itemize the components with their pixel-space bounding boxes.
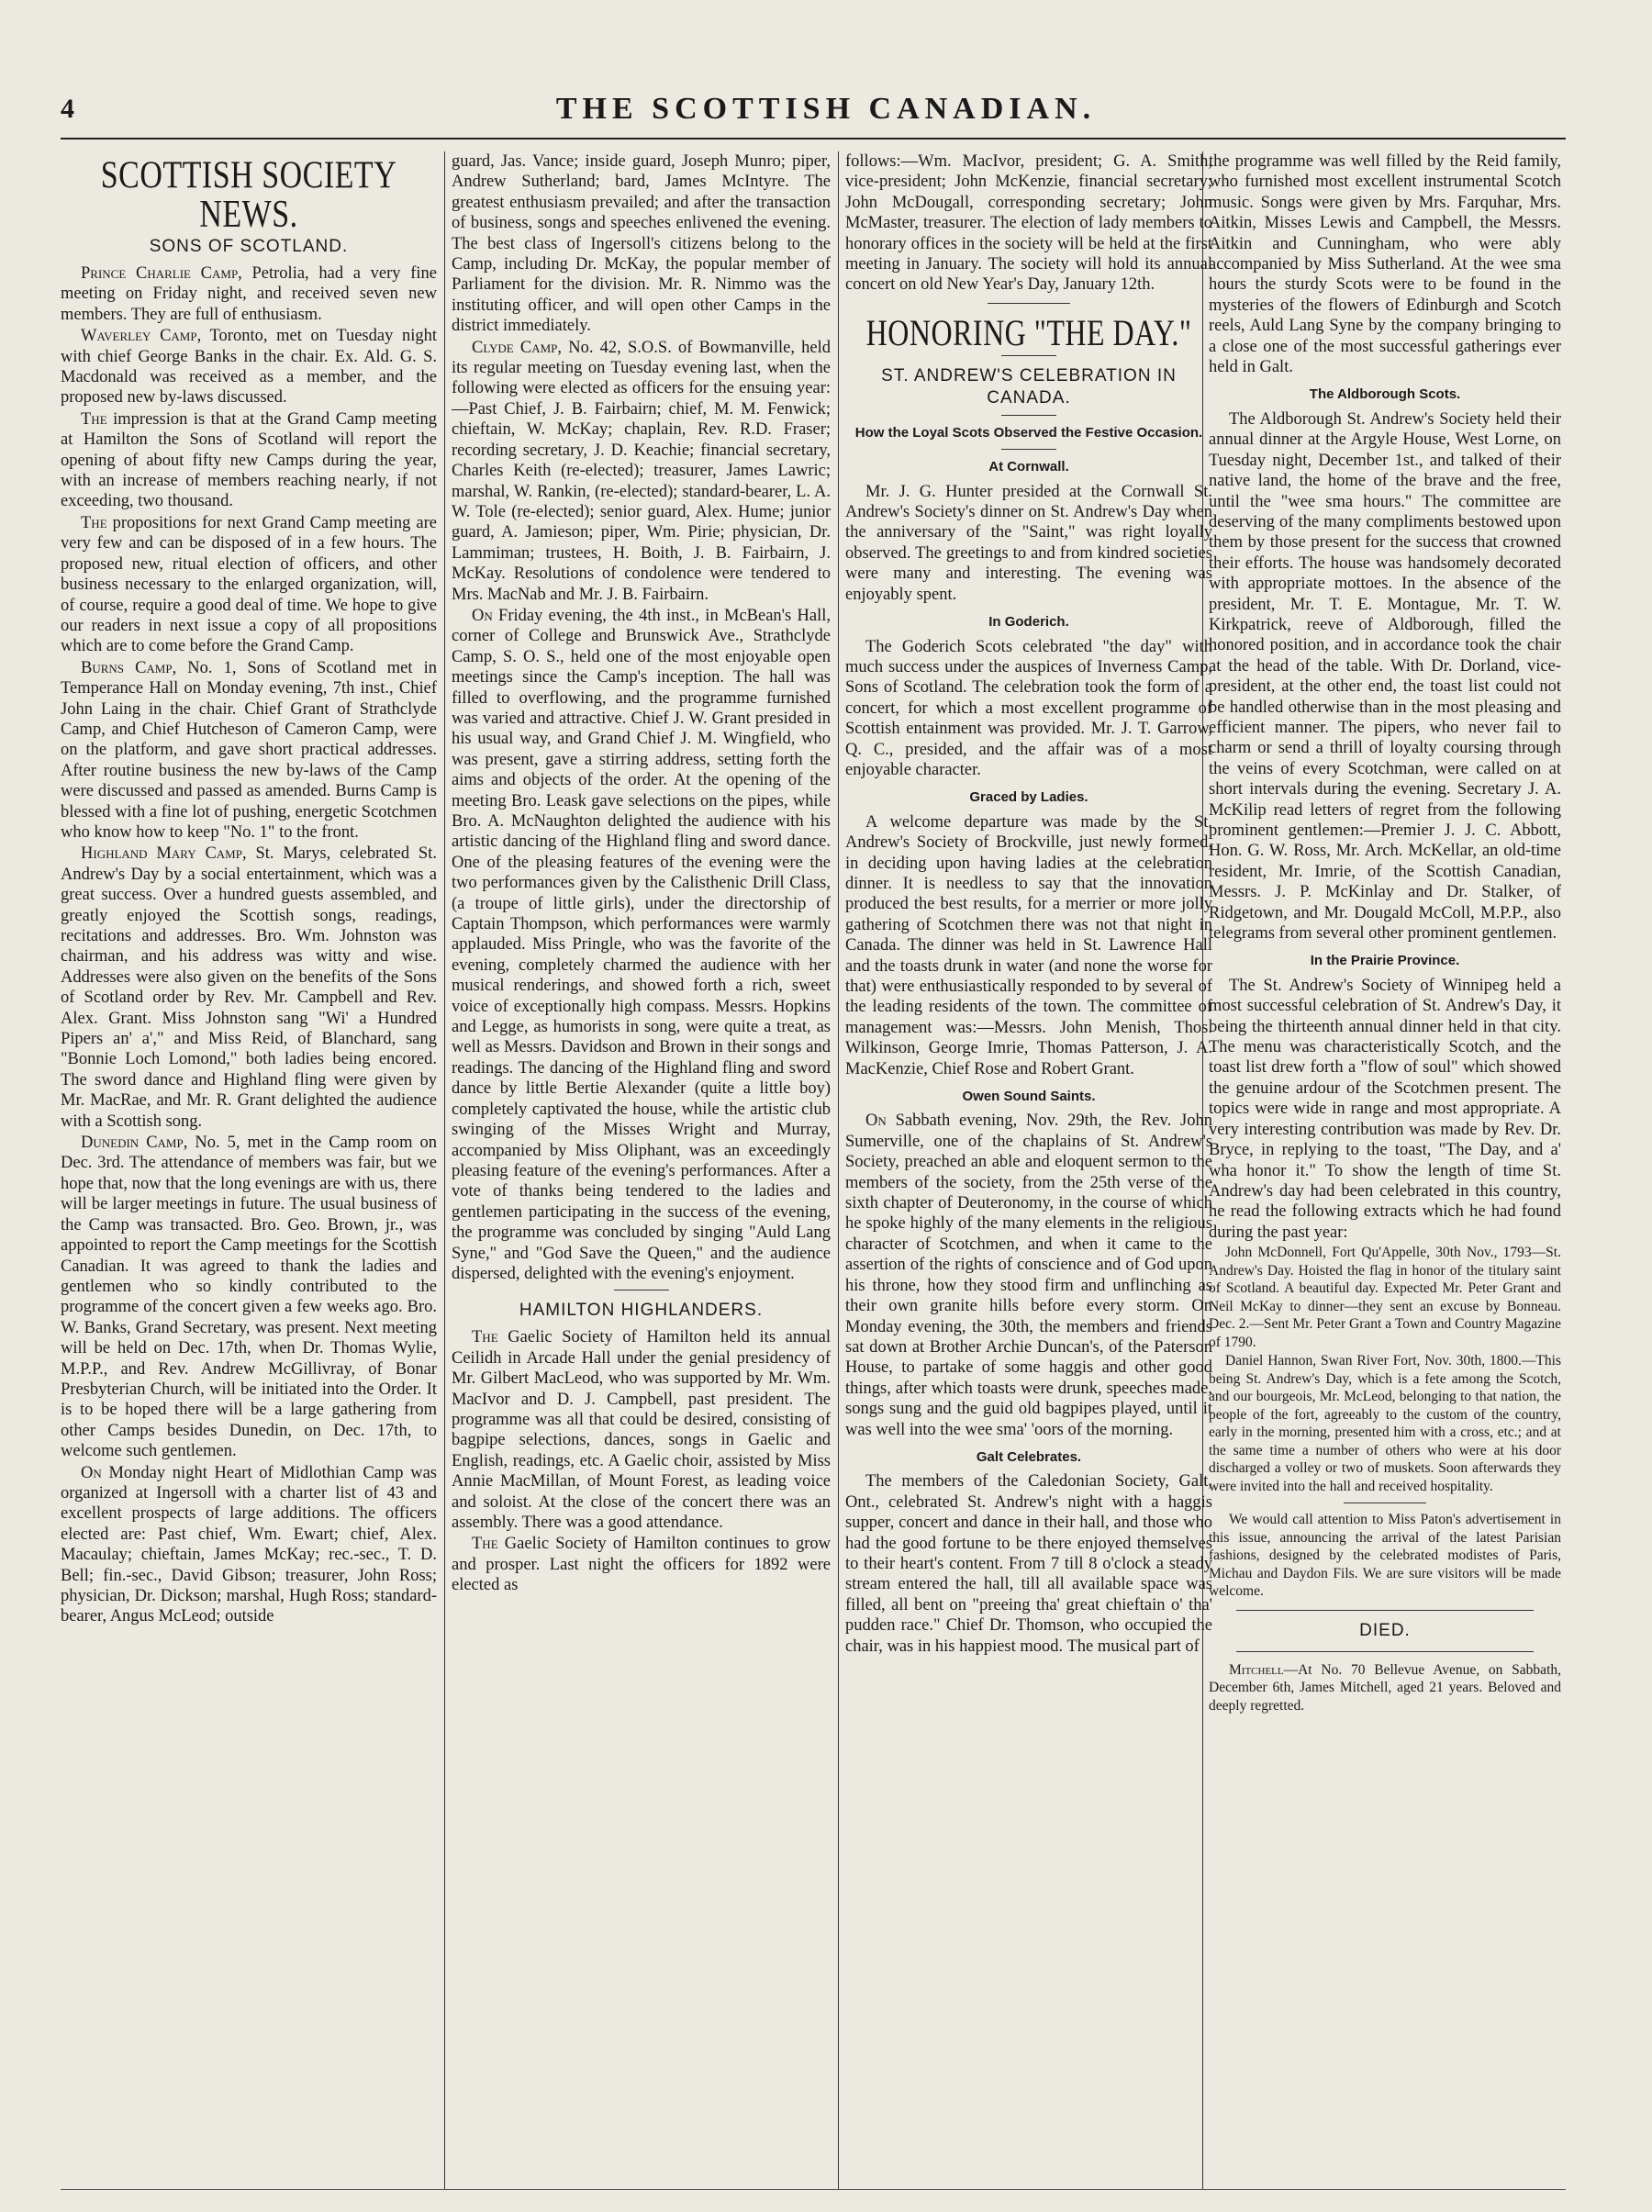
article-paragraph: Highland Mary Camp, St. Marys, celebrated St. Andrew's Day by a social entertainment, which was a great success. Over a hundred guests assembled, and greatly enjoyed the Scottish songs, readings, recitations and addresses. Bro. Wm. Johnston was chairman, and his address was witty and wise. Addresses were also given on the benefits of the Sons of Scotland order by Rev. Mr. Campbell and Rev. Alex. Grant. Miss Johnston sang "Wi' a Hundred Pipers an' a'," and Miss Reid, of Blanchard, sang "Bonnie Loch Lomond," both ladies being encored. The sword dance and Highland fling were given by Mr. MacRae, and Mr. R. Grant delighted the audience with a Scottish song. [61, 844, 437, 1131]
historical-extract: Daniel Hannon, Swan River Fort, Nov. 30th, 1800.—This being St. Andrew's Day, which is a fete among the Scotch, and our bourgeois, Mr. McLeod, belonging to that nation, the people of the fort, agreeably to the custom of the country, early in the morning, presented him with a cross, etc.; and at the same time a number of others who were at his door discharged a volley or two of muskets. Soon afterwards they were invited into the hall and received hospitality. [1209, 1353, 1561, 1494]
honoring-title: HONORING "THE DAY." [865, 311, 1192, 353]
cornwall-head: At Cornwall. [988, 459, 1069, 475]
article-paragraph: Waverley Camp, Toronto, met on Tuesday night with chief George Banks in the chair. Ex. Ald. G. S. Macdonald was received as a member, and the proposed new by-laws discussed. [61, 327, 437, 408]
article-paragraph: The Goderich Scots celebrated "the day" with much success under the auspices of Inverness Camp, Sons of Scotland. The celebration took the form of a concert, for which a most excellent programme of Scottish entainment was provided. Mr. J. T. Garrow, Q. C., presided, and the affair was of a most enjoyable character. [845, 637, 1212, 779]
article-paragraph: The propositions for next Grand Camp meeting are very few and can be disposed of in a few hours. The proposed new, ritual election of officers, and other business necessary to the enlarged organization, will, of course, require a good deal of time. We hope to give our readers in next issue a copy of all propositions which are to come before the Grand Camp. [61, 513, 437, 656]
article-paragraph: Mr. J. G. Hunter presided at the Cornwall St. Andrew's Society's dinner on St. Andrew's Day when the anniversary of the "Saint," was right loyally observed. The greetings to and from kindred societies were many and interesting. The evening was enjoyably spent. [845, 482, 1212, 604]
column-divider [444, 151, 445, 2189]
goderich-head: In Goderich. [988, 614, 1069, 631]
header-rule [61, 138, 1566, 140]
article-paragraph: the programme was well filled by the Reid family, who furnished most excellent instrumental Scotch music. Songs were given by Mrs. Farquhar, Mrs. Aitkin, Misses Lewis and Campbell, the Messrs. Aitkin and Cunningham, who were ably accompanied by Miss Sutherland. At the wee sma hours the sturdy Scots were to be found in the mysteries of the flowers of Edinburgh and Scotch reels, Auld Lang Syne by the company bringing to a close one of the most successful gatherings ever held in Galt. [1209, 152, 1561, 377]
article-paragraph: The Gaelic Society of Hamilton held its annual Ceilidh in Arcade Hall under the genial presidency of Mr. Gilbert MacLeod, who was supported by Mr. Wm. MacIvor and D. J. Campbell, past president. The programme was all that could be desired, consisting of bagpipe selections, dances, songs in Gaelic and English, readings, etc. A Gaelic choir, assisted by Miss Annie MacMillan, of Mount Forest, as leading voice and soloist. At the close of the concert there was an assembly. There was a good attendance. [452, 1328, 831, 1532]
article-paragraph: follows:—Wm. MacIvor, president; G. A. Smith, vice-president; John McKenzie, financial secretary; John McDougall, corresponding secretary; John McMaster, treasurer. The election of lady members to honorary offices in the society will be held at the first meeting in January. The society will hold its annual concert on old New Year's Day, January 12th. [845, 152, 1212, 295]
article-paragraph: Clyde Camp, No. 42, S.O.S. of Bowmanville, held its regular meeting on Tuesday evening last, when the following were elected as officers for the ensuing year:—Past Chief, J. B. Fairbairn; chief, M. M. Fenwick; chieftain, W. McKay; chaplain, Rev. R.D. Fraser; recording secretary, J. D. Keachie; financial secretary, Charles Keith (re-elected); treasurer, James Lawric; marshal, W. Rankin, (re-elected); standard-bearer, L. A. W. Tole (re-elected); senior guard, Alex. Hume; junior guard, A. Jamieson; piper, Wm. Pirie; physician, Dr. Lammiman; trustees, H. Boith, J. B. Fairbairn, J. McKay. Resolutions of condolence were tendered to Mrs. MacNab and Mr. J. B. Fairbairn. [452, 338, 831, 604]
footer-rule [61, 2189, 1566, 2190]
column-4 [1209, 151, 1561, 2184]
section-rule [1236, 1651, 1534, 1652]
section-rule [1001, 449, 1056, 450]
prairie-head: In the Prairie Province. [1310, 953, 1460, 969]
column-divider [838, 151, 839, 2189]
column-3 [845, 151, 1212, 2184]
owen-sound-head: Owen Sound Saints. [962, 1089, 1096, 1105]
article-paragraph: A welcome departure was made by the St. Andrew's Society of Brockville, just newly formed, in deciding upon having ladies at the celebration dinner. It is needless to say that the innovation produced the best results, for a merrier or more jolly gathering of Scotchmen there was not that night in Canada. The dinner was held in St. Lawrence Hall and the toasts drunk in water (and none the worse for that) were enthusiastically responded to by several of the leading residents of the town. The committee of management was:—Messrs. John Menish, Thos. Wilkinson, George Imrie, Thomas Patterson, J. A. MacKenzie, Chief Rose and Robert Grant. [845, 812, 1212, 1078]
article-paragraph: Burns Camp, No. 1, Sons of Scotland met in Temperance Hall on Monday evening, 7th inst., Chief John Laing in the chair. Chief Grant of Strathclyde Camp, and Chief Hutcheson of Cameron Camp, were on the platform, and gave short practical addresses. After routine business the new by-laws of the Camp were discussed and passed as amended. Burns Camp is blessed with a fine lot of pushing, energetic Scotchmen who know how to keep "No. 1" to the front. [61, 658, 437, 842]
aldborough-head: The Aldborough Scots. [1309, 386, 1461, 403]
subsection-title: SONS OF SCOTLAND. [149, 237, 349, 256]
section-title: SCOTTISH SOCIETY NEWS. [100, 154, 397, 236]
article-paragraph: The St. Andrew's Society of Winnipeg held a most successful celebration of St. Andrew's Day, it being the thirteenth annual dinner held in that city. The menu was characteristically Scotch, and the toast list drew forth a "flow of soul" which showed the genuine ardour of the Scotchmen present. The topics were wide in range and most appropriate. A very interesting contribution was made by Rev. Dr. Bryce, in replying to the toast, "The Day, and a' wha honor it." To show the length of time St. Andrew's day had been celebrated in this country, he read the following extracts which he had found during the past year: [1209, 976, 1561, 1242]
section-rule [1001, 355, 1056, 356]
page-number: 4 [61, 94, 74, 124]
celebration-subtitle: How the Loyal Scots Observed the Festive Occasion. [854, 424, 1203, 441]
article-paragraph: On Friday evening, the 4th inst., in McBean's Hall, corner of College and Brunswick Ave., Strathclyde Camp, S. O. S., held one of the most enjoyable open meetings since the Camp's inception. The hall was filled to overflowing, and the programme furnished was varied and attractive. Chief J. W. Grant presided in his usual way, and Grand Chief J. M. Wingfield, who was present, gave a stirring address, setting forth the aims and objects of the order. At the opening of the meeting Bro. Leask gave selections on the pipes, while Bro. A. McNaughton delighted the audience with his artistic dancing of the Highland fling and sword dance. One of the pleasing features of the evening were the two performances given by the Calisthenic Drill Class, (a troupe of little girls), under the directorship of Captain Thompson, which performances were warmly applauded. Miss Pringle, who was the favorite of the evening, completely charmed the audience with her musical renderings, and showed forth a rich, sweet voice of exceptionally high compass. Messrs. Hopkins and Legge, as humorists in song, were quite a treat, as well as Messrs. Davidson and Brown in their songs and readings. The dancing of the Highland fling and sword dance by little Bertie Alexander (quite a little boy) completely captivated the house, while the artistic club swinging of the Misses Wright and Murray, accompanied by Miss Oliphant, was an exceedingly pleasing feature of the evening's performances. After a vote of thanks being tendered to the ladies and gentlemen participating in the success of the evening, the programme was concluded by singing "Auld Lang Syne," and "God Save the Queen," and the audience dispersed, delighted with the evening's enjoyment. [452, 606, 831, 1283]
historical-extract: John McDonnell, Fort Qu'Appelle, 30th Nov., 1793—St. Andrew's Day. Hoisted the flag in honor of the titulary saint of Scotland. A beautiful day. Expected Mr. Peter Grant and Neil McKay to dinner—they sent an excuse by Bonneau. Dec. 2.—Sent Mr. Peter Grant a Town and Country Magazine of 1790. [1209, 1245, 1561, 1350]
died-title: DIED. [1359, 1620, 1411, 1640]
advert-notice: We would call attention to Miss Paton's advertisement in this issue, announcing the arrival of the latest Parisian fashions, designed by the celebrated modistes of Paris, Michau and Daydon Fils. We are sure visitors will be made welcome. [1209, 1512, 1561, 1600]
article-paragraph: The Aldborough St. Andrew's Society held their annual dinner at the Argyle House, West Lorne, on Tuesday night, December 1st., and talked of their native land, the home of the brave and the free, until the "wee sma hours." The committee are deserving of the many compliments bestowed upon them by those present for the success that crowned their efforts. The house was handsomely decorated with appropriate mottoes. In the absence of the president, Mr. T. E. Montague, Mr. T. W. Kirkpatrick, reeve of Aldborough, filled the honored position, and in accordance took the chair at the head of the table. With Dr. Dorland, vice-president, at the other end, the toast list could not be handled otherwise than in the most pleasing and efficient manner. The pipers, who never fail to charm or send a thrill of loyalty coursing through the veins of every Scotchman, were called on at short intervals during the evening. Secretary J. A. McKilip read letters of regret from the following prominent gentlemen:—Premier J. J. C. Abbott, Hon. G. W. Ross, Mr. Arch. McKellar, an old-time resident, Mr. Imrie, of the Scottish Canadian, Messrs. J. P. McKinlay and Dr. Stalker, of Ridgetown, and Mr. Dougald McColl, M.P.P., also telegrams from several other prominent gentlemen. [1209, 409, 1561, 944]
article-paragraph: Prince Charlie Camp, Petrolia, had a very fine meeting on Friday night, and received seven new members. They are full of enthusiasm. [61, 264, 437, 324]
section-rule [1236, 1610, 1534, 1611]
article-paragraph: The Gaelic Society of Hamilton continues to grow and prosper. Last night the officers for 1892 were elected as [452, 1535, 831, 1595]
ladies-head: Graced by Ladies. [969, 789, 1088, 806]
column-2 [452, 151, 831, 2184]
hamilton-title: HAMILTON HIGHLANDERS. [519, 1301, 764, 1321]
galt-head: Galt Celebrates. [976, 1448, 1082, 1465]
masthead: THE SCOTTISH CANADIAN. [555, 92, 1097, 126]
section-rule [1001, 415, 1056, 416]
ornament-rule [988, 303, 1070, 304]
obituary: Mitchell—At No. 70 Bellevue Avenue, on Sabbath, December 6th, James Mitchell, aged 21 years. Beloved and deeply regretted. [1209, 1661, 1561, 1714]
article-paragraph: guard, Jas. Vance; inside guard, Joseph Munro; piper, Andrew Sutherland; bard, James McIntyre. The greatest enthusiasm prevailed; and after the transaction of business, songs and speeches enlivened the evening. The best class of Ingersoll's citizens belong to the Camp, including Dr. McKay, the popular member of Parliament for the division. Mr. R. Nimmo was the instituting officer, and will open other Camps in the district immediately. [452, 152, 831, 336]
article-paragraph: The members of the Caledonian Society, Galt, Ont., celebrated St. Andrew's night with a haggis supper, concert and dance in their hall, and those who had the good fortune to be there enjoyed themselves to their heart's content. From 7 till 8 o'clock a steady stream entered the hall, till all available space was filled, all bent on "preeing tha' great chieftain o' tha' pudden race." Chief Dr. Thomson, who occupied the chair, was in his happiest mood. The musical part of [845, 1472, 1212, 1656]
column-1 [61, 151, 437, 2184]
article-paragraph: The impression is that at the Grand Camp meeting at Hamilton the Sons of Scotland will report the opening of about fifty new Camps during the year, with an increase of members reaching nearly, if not exceeding, two thousand. [61, 409, 437, 511]
article-paragraph: Dunedin Camp, No. 5, met in the Camp room on Dec. 3rd. The attendance of members was fair, but we hope that, now that the long evenings are with us, there will be larger meetings in future. The usual business of the Camp was transacted. Bro. Geo. Brown, jr., was appointed to report the Camp meetings for the Scottish Canadian. It was agreed to thank the ladies and gentlemen who so kindly contributed to the programme of the concert given a few weeks ago. Bro. W. Banks, Grand Secretary, was present. Next meeting will be held on Dec. 17th, when Dr. Thomas Wylie, M.P.P., and Rev. Andrew McGillivray, of Bonar Presbyterian Church, will be initiated into the Order. It is to be hoped there will be a large gathering from other Camps besides Dunedin, on Dec. 17th, to welcome such gentlemen. [61, 1134, 437, 1461]
article-paragraph: On Sabbath evening, Nov. 29th, the Rev. John Sumerville, one of the chaplains of St. Andrew's Society, preached an able and eloquent sermon to the members of the society, from the 25th verse of the sixth chapter of Deuteronomy, in the course of which he spoke highly of the many elements in the religious character of Scotchmen, and when it came to the assertion of the rights of conscience and of God upon his throne, how they stood firm and unflinching as their own granite hills before every storm. On Monday evening, the 30th, the members and friends sat down at Brother Archie Duncan's, of the Paterson House, to partake of some haggis and other good things, after which toasts were drunk, speeches made, songs sung and the guid old bagpipes played, until it was well into the wee sma' 'oors of the morning. [845, 1112, 1212, 1439]
celebration-title: ST. ANDREW'S CELEBRATION IN CANADA. [881, 365, 1177, 408]
article-paragraph: On Monday night Heart of Midlothian Camp was organized at Ingersoll with a charter list of 43 and excellent prospects of large additions. The officers elected are: Past chief, Wm. Ewart; chief, Alex. Macaulay; chieftain, James McKay; rec.-sec., T. D. Bell; fin.-sec., David Gibson; treasurer, John Ross; physician, Dr. Dickson; marshal, Hugh Ross; standard-bearer, Angus McLeod; outside [61, 1463, 437, 1626]
